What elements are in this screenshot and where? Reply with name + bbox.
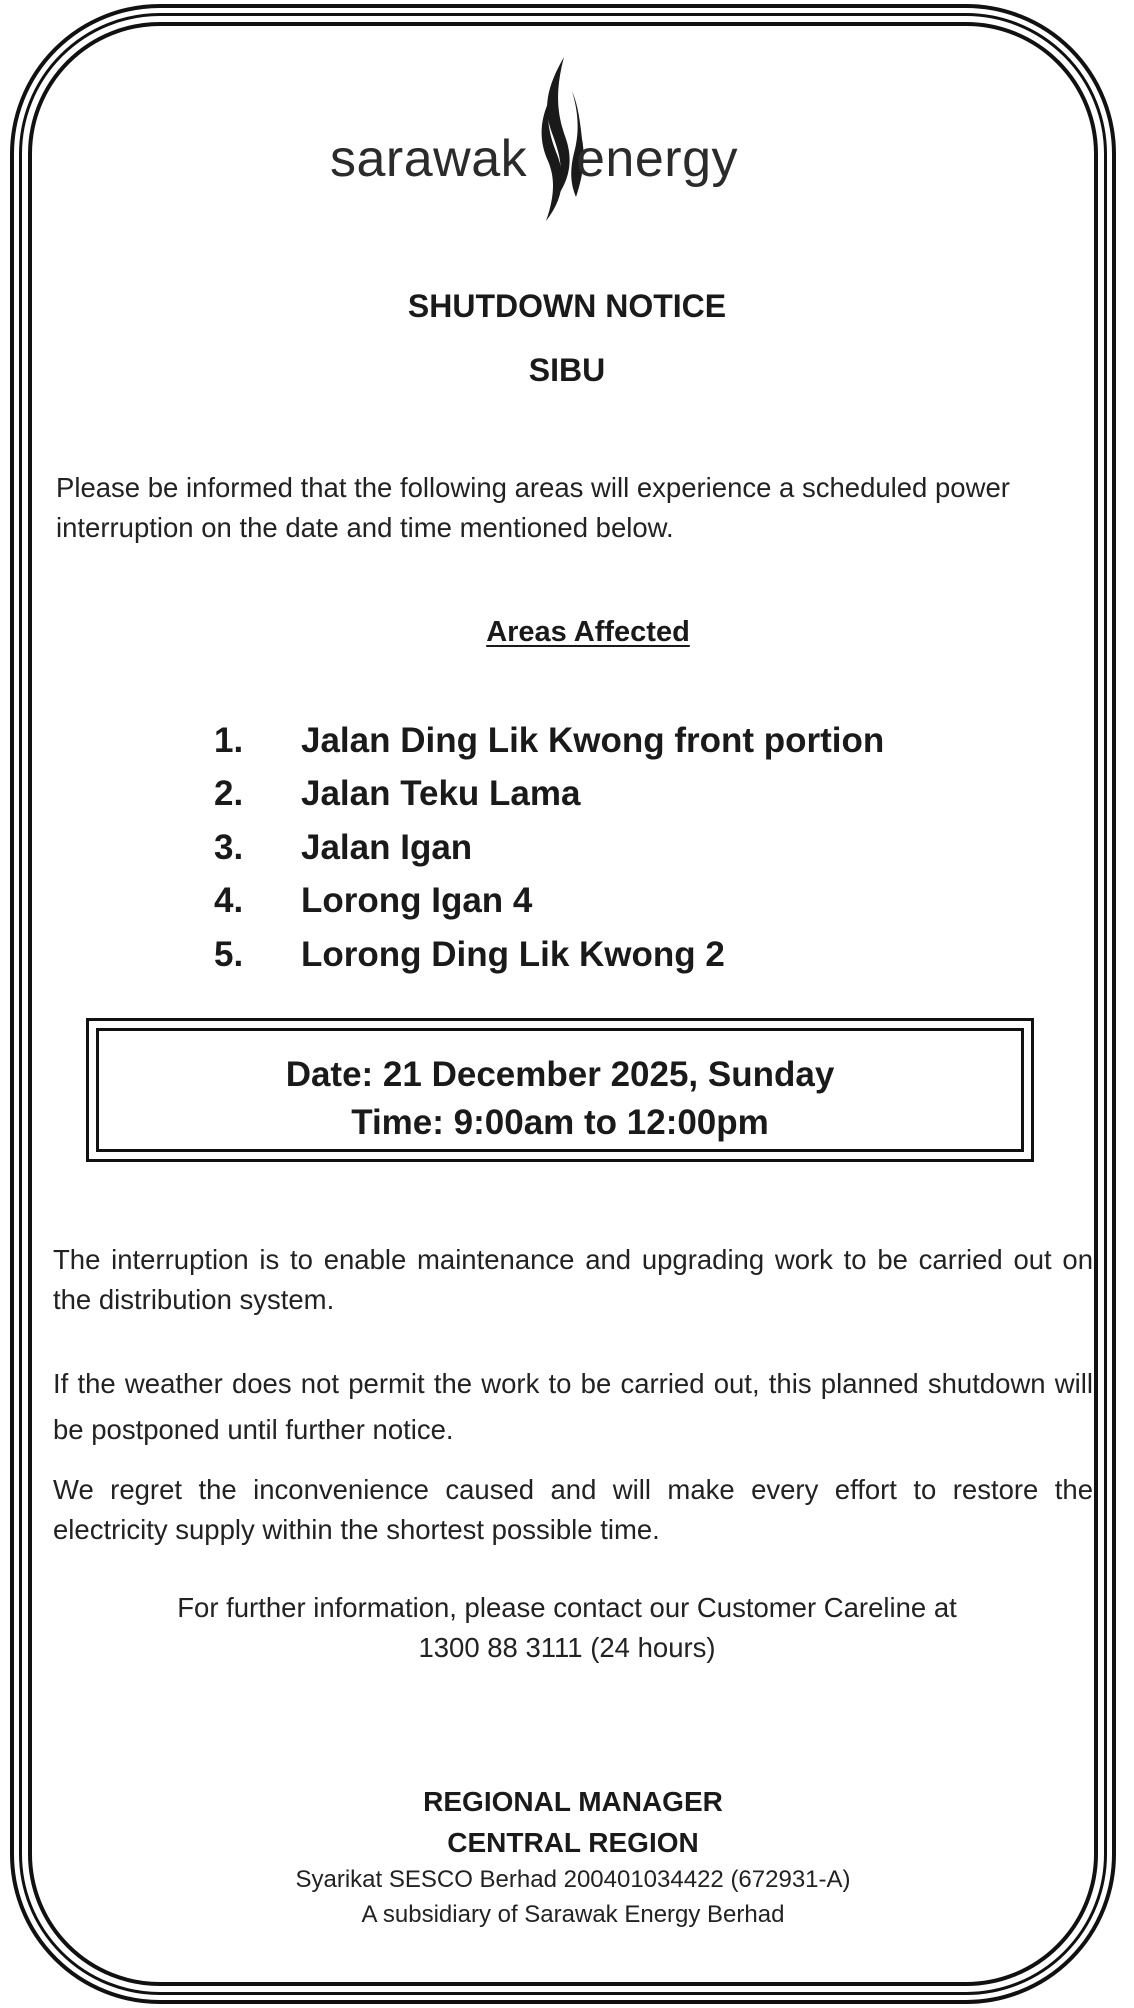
list-item bbox=[214, 875, 884, 929]
weather-paragraph: If the weather does not permit the work to be carried out, this planned shutdown will be postponed until further notice. bbox=[53, 1368, 1093, 1445]
notice-location: SIBU bbox=[528, 352, 606, 388]
list-number: 4. bbox=[214, 881, 244, 921]
logo-text-left: sarawak bbox=[330, 130, 528, 188]
signatory-region: CENTRAL REGION bbox=[447, 1827, 699, 1858]
regret-paragraph: We regret the inconvenience caused and will make every effort to restore the electricity supply within the shortest possible time. bbox=[53, 1474, 1093, 1545]
list-number: 1. bbox=[214, 720, 244, 760]
reason-paragraph: The interruption is to enable maintenance and upgrading work to be carried out on the distribution system. bbox=[53, 1244, 1093, 1315]
list-item bbox=[214, 768, 884, 822]
schedule-date: Date: 21 December 2025, Sunday bbox=[285, 1055, 835, 1094]
sarawak-energy-logo bbox=[330, 55, 810, 225]
company-registration: Syarikat SESCO Berhad 200401034422 (672931-A) bbox=[295, 1866, 851, 1893]
contact-info bbox=[0, 1588, 1134, 1668]
signatory-title: REGIONAL MANAGER bbox=[423, 1786, 723, 1817]
list-number: 3. bbox=[214, 827, 244, 867]
subsidiary-note: A subsidiary of Sarawak Energy Berhad bbox=[361, 1901, 785, 1928]
area-name: Jalan Igan bbox=[301, 827, 473, 867]
schedule-time: Time: 9:00am to 12:00pm bbox=[351, 1103, 769, 1142]
careline-number: 1300 88 3111 (24 hours) bbox=[418, 1632, 716, 1663]
notice-title: SHUTDOWN NOTICE bbox=[407, 288, 727, 324]
contact-text: For further information, please contact our Customer Careline at bbox=[177, 1592, 957, 1623]
area-name: Jalan Ding Lik Kwong front portion bbox=[301, 720, 885, 760]
schedule-box-inner bbox=[96, 1028, 1024, 1152]
list-item bbox=[214, 928, 884, 982]
list-number: 2. bbox=[214, 774, 244, 814]
intro-paragraph: Please be informed that the following areas will experience a scheduled power interruption on the date and time mentioned below. bbox=[56, 472, 1010, 543]
areas-heading: Areas Affected bbox=[486, 616, 690, 648]
area-name: Jalan Teku Lama bbox=[301, 774, 581, 814]
area-name: Lorong Igan 4 bbox=[301, 881, 533, 921]
schedule-box bbox=[86, 1018, 1034, 1162]
areas-list bbox=[214, 714, 884, 982]
list-item bbox=[214, 821, 884, 875]
area-name: Lorong Ding Lik Kwong 2 bbox=[301, 934, 725, 974]
list-item bbox=[214, 714, 884, 768]
list-number: 5. bbox=[214, 934, 244, 974]
logo-text-right: energy bbox=[576, 130, 738, 188]
